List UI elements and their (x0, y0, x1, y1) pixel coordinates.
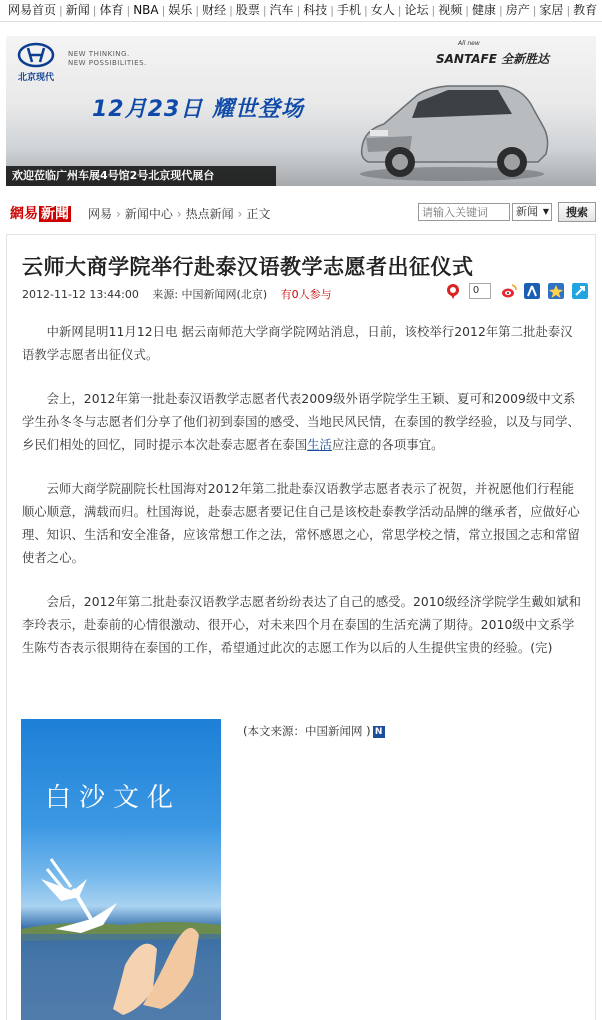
nav-item[interactable]: 手机 (337, 3, 362, 17)
banner-headline: 12月23日 耀世登场 (92, 97, 304, 122)
baisha-culture-image[interactable] (21, 719, 221, 1020)
breadcrumb-bar (6, 202, 596, 224)
nav-separator: | (59, 4, 63, 17)
breadcrumb-separator: › (116, 207, 121, 221)
nav-item[interactable]: 新闻 (65, 3, 90, 17)
publish-time: 2012-11-12 13:44:00 (22, 288, 139, 301)
renren-icon[interactable] (524, 283, 540, 299)
banner-slogan (68, 50, 147, 68)
article-title: 云师大商学院举行赴泰汉语教学志愿者出征仪式 (22, 254, 474, 279)
article-source: 来源: 中国新闻网(北京) (152, 288, 268, 301)
chevron-down-icon: ▼ (542, 207, 549, 216)
brand-text: 北京现代 (18, 73, 55, 83)
nav-item[interactable]: 娱乐 (168, 3, 193, 17)
comment-icon[interactable] (445, 283, 461, 299)
nav-separator: | (262, 4, 267, 17)
paragraph-2-tail: 应注意的各项事宜。 (331, 438, 444, 452)
nav-separator: | (397, 4, 402, 17)
share-more-icon[interactable] (572, 283, 588, 299)
source-note (243, 723, 385, 739)
hyundai-logo-icon (16, 42, 56, 70)
paragraph-2 (22, 388, 582, 457)
suv-car-icon (352, 70, 552, 182)
participants-link[interactable]: 有0人参与 (280, 288, 332, 301)
nav-item[interactable]: 财经 (202, 3, 227, 17)
article-meta (22, 286, 332, 302)
nav-separator: | (126, 4, 131, 17)
breadcrumb-separator: › (237, 207, 243, 221)
netease-n-icon: N (373, 726, 385, 738)
breadcrumb-item: 正文 (246, 207, 271, 221)
crane-lake-icon (21, 719, 221, 1020)
source-note-text: (本文来源：中国新闻网 ) (243, 724, 371, 738)
nav-item[interactable]: NBA (133, 3, 159, 17)
qzone-icon[interactable] (548, 283, 564, 299)
nav-item[interactable]: 女人 (370, 3, 395, 17)
nav-separator: | (532, 4, 537, 17)
search-input[interactable] (418, 203, 510, 221)
nav-separator: | (229, 4, 233, 17)
nav-item[interactable]: 教育 (573, 3, 598, 17)
paragraph-1: 中新网昆明11月12日电 据云南师范大学商学院网站消息，日前，该校举行2012年第二批赴泰汉语教学志愿者出征仪式。 (22, 325, 573, 362)
search-button[interactable]: 搜索 (558, 202, 596, 222)
nav-item[interactable]: 汽车 (269, 3, 294, 17)
nav-separator: | (161, 4, 166, 17)
illus-title: 白沙文化 (45, 783, 182, 813)
allnew-label: All new (458, 40, 480, 47)
nav-separator: | (296, 4, 301, 17)
breadcrumb-separator: › (176, 207, 182, 221)
paragraph-2-text: 会上，2012年第一批赴泰汉语教学志愿者代表2009级外语学院学生王颖、夏可和2009级中文系学生孙冬冬与志愿者们分享了他们初到泰国的感受、当地民风民情，在泰国的教学经验，以及与同学、乡民们相处的回忆，同时提示本次赴泰志愿者在泰国 (22, 392, 580, 452)
life-keyword-link[interactable]: 生活 (307, 438, 332, 452)
nav-separator: | (330, 4, 335, 17)
comment-count[interactable]: 0 (469, 283, 491, 299)
nav-separator: | (566, 4, 571, 17)
article-container (6, 234, 596, 1020)
model-label: SANTAFE 全新胜达 (436, 52, 550, 66)
article-body (22, 321, 582, 681)
breadcrumb (88, 205, 271, 222)
paragraph-4: 会后，2012年第二批赴泰汉语教学志愿者纷纷表达了自己的感受。2010级经济学院学生戴如斌和李玲表示，赴泰前的心情很激动、很开心，对未来四个月在泰国的生活充满了期待。2010级中文系学生陈芍杏表示很期待在泰国的工作，希望通过此次的志愿工作为以后的人生提供宝贵的经验。(完) (22, 595, 582, 655)
nav-separator: | (364, 4, 368, 17)
nav-item[interactable]: 科技 (303, 3, 328, 17)
top-nav (0, 0, 602, 22)
breadcrumb-item[interactable]: 热点新闻 (185, 207, 234, 221)
banner-caption: 欢迎莅临广州车展4号馆2号北京现代展台 (6, 166, 276, 186)
nav-separator: | (92, 4, 97, 17)
nav-item[interactable]: 房产 (505, 3, 530, 17)
slogan-line-2: NEW POSSIBILITIES. (68, 59, 147, 67)
search-select-value: 新闻 (516, 205, 538, 218)
nav-item[interactable]: 家居 (539, 3, 564, 17)
brand-label: 網易 (10, 206, 38, 222)
nav-item[interactable]: 健康 (471, 3, 496, 17)
ad-banner[interactable] (6, 36, 596, 186)
nav-separator: | (431, 4, 436, 17)
nav-item[interactable]: 股票 (235, 3, 260, 17)
nav-item[interactable]: 论坛 (404, 3, 429, 17)
nav-item[interactable]: 网易首页 (8, 3, 57, 17)
nav-separator: | (195, 4, 200, 17)
nav-separator: | (498, 4, 503, 17)
share-bar (445, 283, 592, 301)
nav-item[interactable]: 体育 (99, 3, 124, 17)
breadcrumb-item[interactable]: 网易 (88, 207, 113, 221)
breadcrumb-item[interactable]: 新闻中心 (124, 207, 173, 221)
search-category-select[interactable] (512, 203, 552, 221)
brand-news-label: 新聞 (41, 206, 69, 222)
slogan-line-1: NEW THINKING. (68, 50, 130, 58)
nav-separator: | (465, 4, 469, 17)
nav-item[interactable]: 视频 (438, 3, 463, 17)
netease-news-logo[interactable] (10, 203, 71, 223)
weibo-icon[interactable] (501, 283, 517, 299)
paragraph-3: 云师大商学院副院长杜国海对2012年第二批赴泰汉语教学志愿者表示了祝贺，并祝愿他们行程能顺心顺意，满载而归。杜国海说，赴泰志愿者要记住自己是该校赴泰教学活动品牌的继承者，应做好心理、知识、生活和安全准备，应该常想工作之法，常怀感恩之心，常思学校之情，常立报国之志和常留使者之心。 (22, 482, 580, 565)
